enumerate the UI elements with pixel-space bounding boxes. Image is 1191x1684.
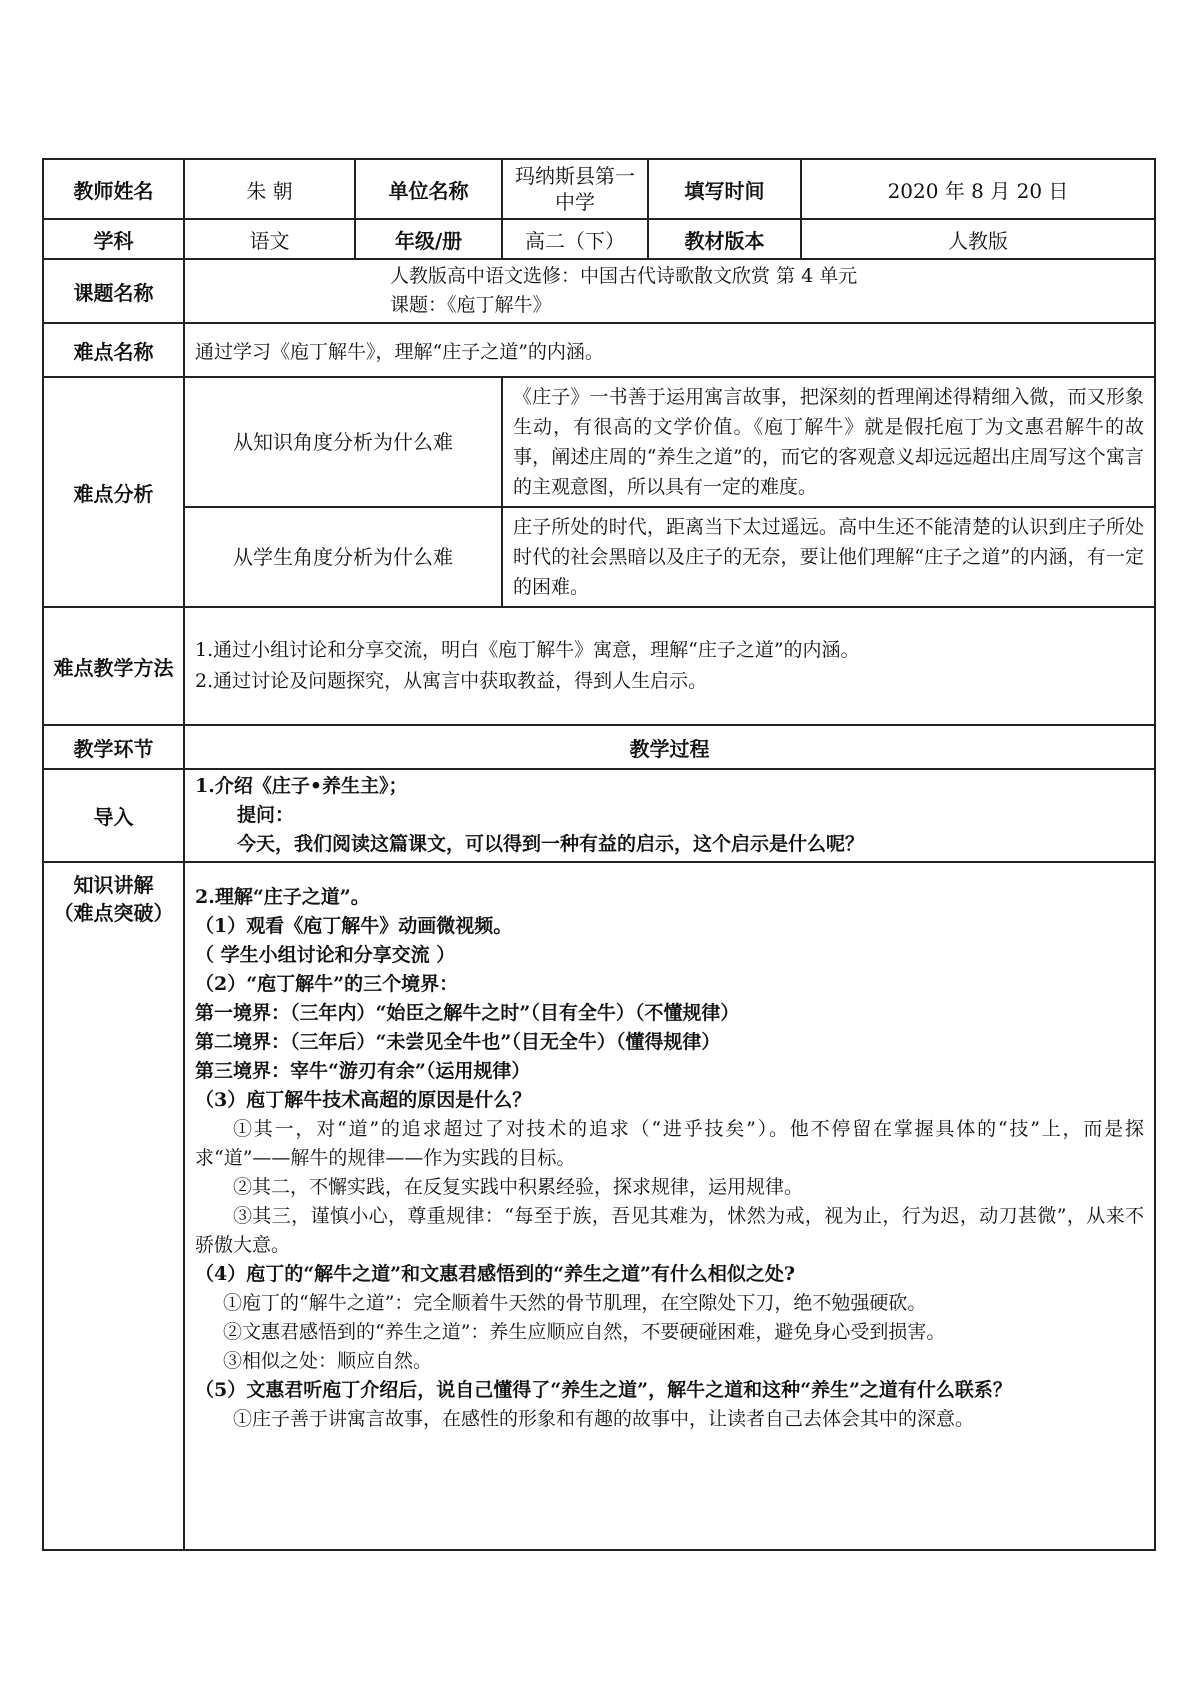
knowledge-angle-label: 从知识角度分析为什么难	[184, 377, 502, 507]
teacher-label: 教师姓名	[43, 159, 184, 219]
knowledge-line-13: ①庖丁的“解牛之道”：完全顺着牛天然的骨节肌理，在空隙处下刀，绝不勉强硬砍。	[223, 1292, 927, 1314]
knowledge-line-09: ①其一，对“道”的追求超过了对技术的追求（“进乎技矣”）。他不停留在掌握具体的“技”上，而是探求“道”——解牛的规律——作为实践的目标。	[195, 1118, 1144, 1169]
analysis-row-student	[43, 507, 1155, 607]
student-angle-label: 从学生角度分析为什么难	[184, 507, 502, 607]
teacher-value: 朱 朝	[184, 159, 355, 219]
intro-line-1: 1.介绍《庄子•养生主》；	[195, 775, 408, 797]
course-line-2: 课题：《庖丁解牛》	[390, 294, 552, 316]
knowledge-line-15: ③相似之处：顺应自然。	[223, 1350, 433, 1372]
intro-value	[184, 769, 1155, 862]
method-item-1: 1.通过小组讨论和分享交流，明白《庖丁解牛》寓意，理解“庄子之道”的内涵。	[195, 639, 860, 661]
course-line-1: 人教版高中语文选修：中国古代诗歌散文欣赏 第 4 单元	[390, 265, 858, 287]
unit-label: 单位名称	[355, 159, 502, 219]
process-label: 教学环节	[43, 725, 184, 769]
knowledge-label-cell	[43, 862, 184, 1550]
knowledge-line-05: 第一境界：（三年内）“始臣之解牛之时”（目有全牛）（不懂规律）	[195, 1002, 740, 1024]
difficulty-value: 通过学习《庖丁解牛》，理解“庄子之道”的内涵。	[184, 323, 1155, 377]
knowledge-line-08: （3）庖丁解牛技术高超的原因是什么？	[195, 1089, 532, 1111]
course-value	[184, 259, 1155, 323]
intro-row	[43, 769, 1155, 862]
knowledge-line-11: ③其三，谨慎小心，尊重规律：“每至于族，吾见其难为，怵然为戒，视为止，行为迟，动刀甚微”，从来不骄傲大意。	[195, 1205, 1144, 1256]
method-item-2: 2.通过讨论及问题探究，从寓言中获取教益，得到人生启示。	[195, 670, 708, 692]
knowledge-line-17: ①庄子善于讲寓言故事，在感性的形象和有趣的故事中，让读者自己去体会其中的深意。	[233, 1408, 975, 1430]
edition-label: 教材版本	[648, 219, 801, 259]
knowledge-row	[43, 862, 1155, 1550]
lesson-plan-table	[42, 158, 1156, 1551]
method-row	[43, 607, 1155, 725]
knowledge-line-12: （4）庖丁的“解牛之道”和文惠君感悟到的“养生之道”有什么相似之处?	[195, 1263, 796, 1285]
edition-value: 人教版	[801, 219, 1155, 259]
header-row-2	[43, 219, 1155, 259]
difficulty-row	[43, 323, 1155, 377]
intro-label: 导入	[43, 769, 184, 862]
process-header-row	[43, 725, 1155, 769]
knowledge-line-02: （1）观看《庖丁解牛》动画微视频。	[195, 915, 513, 937]
analysis-row-knowledge	[43, 377, 1155, 507]
date-label: 填写时间	[648, 159, 801, 219]
knowledge-line-04: （2）“庖丁解牛”的三个境界：	[195, 973, 459, 995]
knowledge-line-16: （5）文惠君听庖丁介绍后，说自己懂得了“养生之道”，解牛之道和这种“养生”之道有什么联系？	[195, 1379, 1012, 1401]
date-value: 2020 年 8 月 20 日	[801, 159, 1155, 219]
knowledge-line-10: ②其二，不懈实践，在反复实践中积累经验，探求规律，运用规律。	[233, 1176, 804, 1198]
subject-label: 学科	[43, 219, 184, 259]
analysis-label: 难点分析	[43, 377, 184, 607]
student-angle-text: 庄子所处的时代，距离当下太过遥远。高中生还不能清楚的认识到庄子所处时代的社会黑暗以及庄子的无奈，要让他们理解“庄子之道”的内涵，有一定的困难。	[502, 507, 1155, 607]
knowledge-content	[184, 862, 1155, 1550]
knowledge-line-03: （ 学生小组讨论和分享交流 ）	[195, 944, 456, 966]
knowledge-line-06: 第二境界：（三年后）“未尝见全牛也”（目无全牛）（懂得规律）	[195, 1031, 721, 1053]
knowledge-angle-text: 《庄子》一书善于运用寓言故事，把深刻的哲理阐述得精细入微，而又形象生动，有很高的文学价值。《庖丁解牛》就是假托庖丁为文惠君解牛的故事，阐述庄周的“养生之道”的，而它的客观意义却远远超出庄周写这个寓言的主观意图，所以具有一定的难度。	[502, 377, 1155, 507]
knowledge-line-07: 第三境界：宰牛“游刃有余”（运用规律）	[195, 1060, 531, 1082]
intro-line-3: 今天，我们阅读这篇课文，可以得到一种有益的启示，这个启示是什么呢？	[237, 833, 865, 855]
method-value	[184, 607, 1155, 725]
difficulty-label: 难点名称	[43, 323, 184, 377]
unit-value: 玛纳斯县第一中学	[502, 159, 648, 219]
process-title: 教学过程	[184, 725, 1155, 769]
header-row-1	[43, 159, 1155, 219]
intro-line-2: 提问：	[237, 804, 295, 826]
grade-value: 高二（下）	[502, 219, 648, 259]
subject-value: 语文	[184, 219, 355, 259]
grade-label: 年级/册	[355, 219, 502, 259]
method-label: 难点教学方法	[43, 607, 184, 725]
knowledge-line-14: ②文惠君感悟到的“养生之道”：养生应顺应自然，不要硬碰困难，避免身心受到损害。	[223, 1321, 946, 1343]
knowledge-label-1: 知识讲解	[73, 873, 154, 897]
course-row	[43, 259, 1155, 323]
knowledge-label-2: （难点突破）	[53, 901, 174, 925]
course-label: 课题名称	[43, 259, 184, 323]
knowledge-line-01: 2.理解“庄子之道”。	[195, 886, 370, 908]
